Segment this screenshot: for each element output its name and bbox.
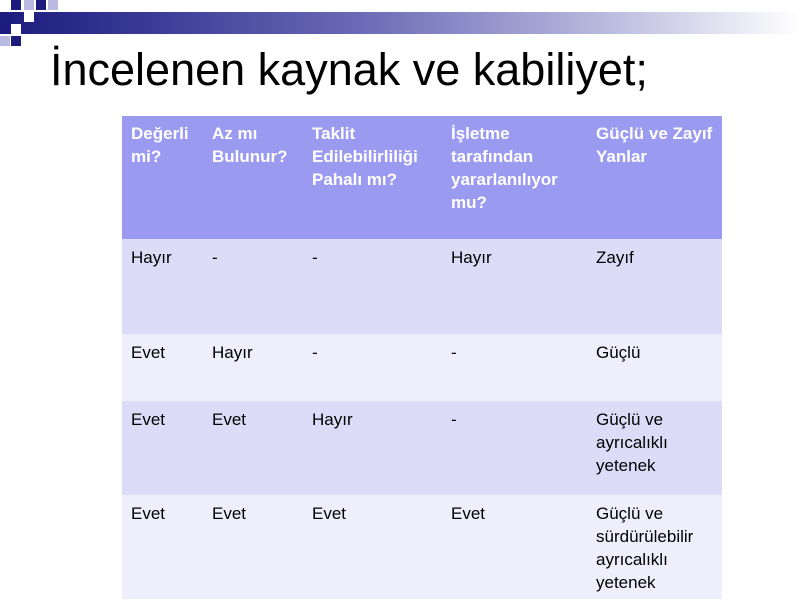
table-row [122,334,722,401]
decor-square [11,24,21,34]
table-cell: Hayır [303,401,442,495]
table-cell: - [442,401,587,495]
table-cell: Güçlü ve sürdürülebilir ayrıcalıklı yetenek [587,495,722,599]
header-gradient-band [0,12,800,34]
decor-square [24,0,34,10]
decor-square [36,0,46,10]
table-cell: Evet [303,495,442,599]
decor-square [11,0,21,10]
table-cell: Evet [442,495,587,599]
table-cell: - [303,239,442,334]
table-cell: Hayır [203,334,303,401]
table-cell: - [203,239,303,334]
header-exploited: İşletme tarafından yararlanılıyor mu? [442,116,587,239]
table-cell: Evet [122,334,203,401]
decor-square [11,36,21,46]
table-cell: Hayır [442,239,587,334]
table-row [122,239,722,334]
header-costly-to-imitate: Taklit Edilebilirliliği Pahalı mı? [303,116,442,239]
table-header-row [122,116,722,239]
decor-square [0,24,10,34]
table-cell: Evet [203,401,303,495]
table-row [122,495,722,599]
table-cell: Güçlü ve ayrıcalıklı yetenek [587,401,722,495]
table-cell: - [442,334,587,401]
decor-square [0,36,10,46]
header-strengths-weaknesses: Güçlü ve Zayıf Yanlar [587,116,722,239]
table-cell: - [303,334,442,401]
table-cell: Hayır [122,239,203,334]
slide-title: İncelenen kaynak ve kabiliyet; [50,44,648,95]
table-cell: Evet [203,495,303,599]
table-cell: Zayıf [587,239,722,334]
header-valuable: Değerli mi? [122,116,203,239]
decor-square [48,0,58,10]
table-row [122,401,722,495]
decor-square [24,12,34,22]
table-cell: Güçlü [587,334,722,401]
table-cell: Evet [122,495,203,599]
table-cell: Evet [122,401,203,495]
resource-capability-table [122,116,722,599]
header-rare: Az mı Bulunur? [203,116,303,239]
